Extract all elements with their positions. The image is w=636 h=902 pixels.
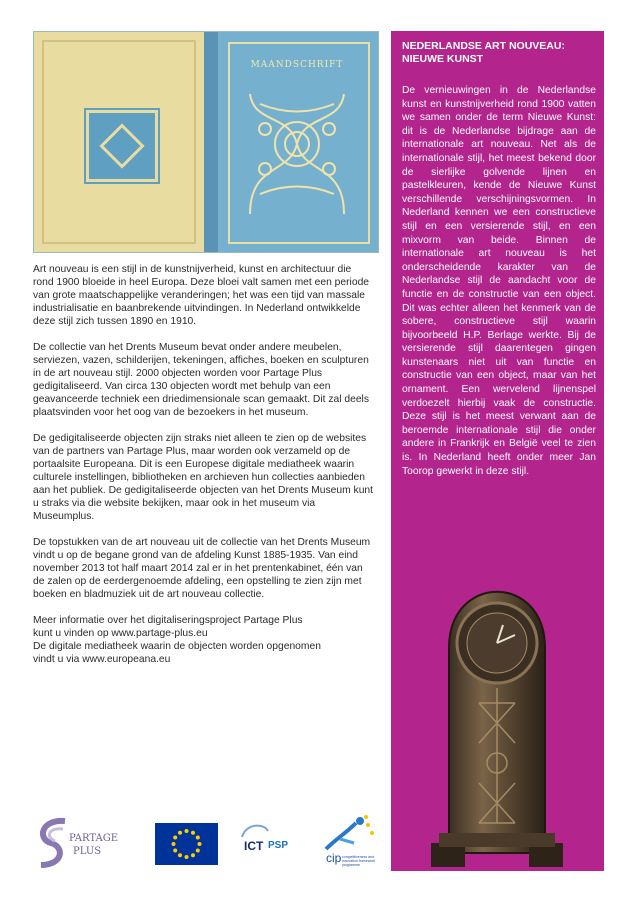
sidebar-heading: NEDERLANDSE ART NOUVEAU: NIEUWE KUNST [402,40,565,65]
front-cover [218,32,378,252]
article-paragraph-2: De collectie van het Drents Museum bevat onder andere meubelen, serviezen, vazen, schilderijen, tekeningen, affiches, boeken en sculpturen in de art nouveau stijl. 2000 objecten worden voor Partage Plus gedigitaliseerd. Van circa 130 objecten wordt met behulp van een geavanceerde techniek een driedimensionale scan gemaakt. Dit zal deels plaatsvinden voor het oog van de bezoekers in het museum. [33,342,369,418]
back-cover [34,32,206,252]
back-cover-emblem [86,110,158,182]
book-spine [204,32,218,252]
cip-logo [320,815,384,873]
ict-label: ICT [244,839,264,853]
info-line-1: Meer informatie over het digitaliseringsproject Partage Plus [33,615,303,626]
sponsor-logos [33,815,383,875]
ornament-swirl-icon [240,84,354,224]
partage-logo-line2: PLUS [73,846,102,857]
ict-arc-icon [240,821,270,839]
partage-plus-logo [33,815,143,873]
article-body [33,263,373,666]
psp-label: PSP [268,840,289,851]
info-line-2: kunt u vinden op www.partage-plus.eu [33,628,208,639]
sidebar-text: De vernieuwingen in de Nederlandse kunst en kunstnijverheid rond 1900 vatten we samen onder de term Nieuwe Kunst: dit is de Nederlandse bijdrage aan de internationale art nouveau. Net als de internationale stijl, het meest bekend door de sierlijke golvende lijnen en pastelkleuren, kende de Nieuwe Kunst verschillende verschijningsvormen. In Nederland kennen we een constructieve stijl en een versierende stijl, en een mixvorm van beide. Binnen de internationale art nouveau is het onderscheidende karakter van de Nederlandse stijl de aandacht voor de functie en de constructie van een object. Dit was echter alleen het kenmerk van de sobere, constructieve stijl waarin bijvoorbeeld H.P. Berlage werkte. Bij de versierende stijl daarentegen gingen kunstenaars niet uit van functie en constructie van een object, maar van het ornament. Een wervelend lijnenspel verdoezelt hierbij vaak de constructie. Deze stijl is het meest verwant aan de beroemde internationale stijl die onder andere in Frankrijk en België veel te zien is. In Nederland heeft onder meer Jan Toorop gewerkt in deze stijl. [402,85,596,477]
article-paragraph-3: De gedigitaliseerde objecten zijn straks niet alleen te zien op de websites van de partners van Partage Plus, maar worden ook verzameld op de portaalsite Europeana. Dit is een Europese digitale mediatheek waarin culturele instellingen, bibliotheken en archieven hun collecties aanbieden aan het publiek. De gedigitaliseerde objecten van het Drents Museum kunt u straks via die website bekijken, maar ook in het museum via Museumplus. [33,433,374,522]
info-block [33,614,373,666]
article-paragraph-1: Art nouveau is een stijl in de kunstnijverheid, kunst en architectuur die rond 1900 bloeide in heel Europa. Deze bloei valt samen met een periode van grote maatschappelijke veranderingen; het was een tijd van massale industrialisatie en baanbrekende uitvindingen. In Nederland ontwikkelde deze stijl zich tussen 1890 en 1910. [33,264,370,327]
partage-logo-line1: PARTAGE [69,833,119,844]
front-cover-title: MAANDSCHRIFT [250,60,344,70]
info-line-4: vindt u via www.europeana.eu [33,654,171,665]
cip-subtitle: competitiveness and innovation framework programme [342,855,376,867]
article-paragraph-4: De topstukken van de art nouveau uit de collectie van het Drents Museum vindt u op de begane grond van de afdeling Kunst 1885-1935. Van eind november 2013 tot half maart 2014 zal er in het prentenkabinet, één van de zalen op de eerdergenoemde afdeling, een opstelling te zien zijn met boeken en bladmuziek uit de art nouveau collectie. [33,537,371,600]
ict-psp-logo [236,815,300,873]
cip-label: cip [326,851,342,865]
partage-swirl-icon [33,815,73,871]
eu-flag-logo [155,823,218,865]
eu-stars-icon [155,823,218,865]
info-line-3: De digitale mediatheek waarin de objecten worden opgenomen [33,641,321,652]
art-nouveau-clock-image [409,553,585,871]
book-cover-image [33,31,379,253]
cip-figure-icon [320,815,376,855]
